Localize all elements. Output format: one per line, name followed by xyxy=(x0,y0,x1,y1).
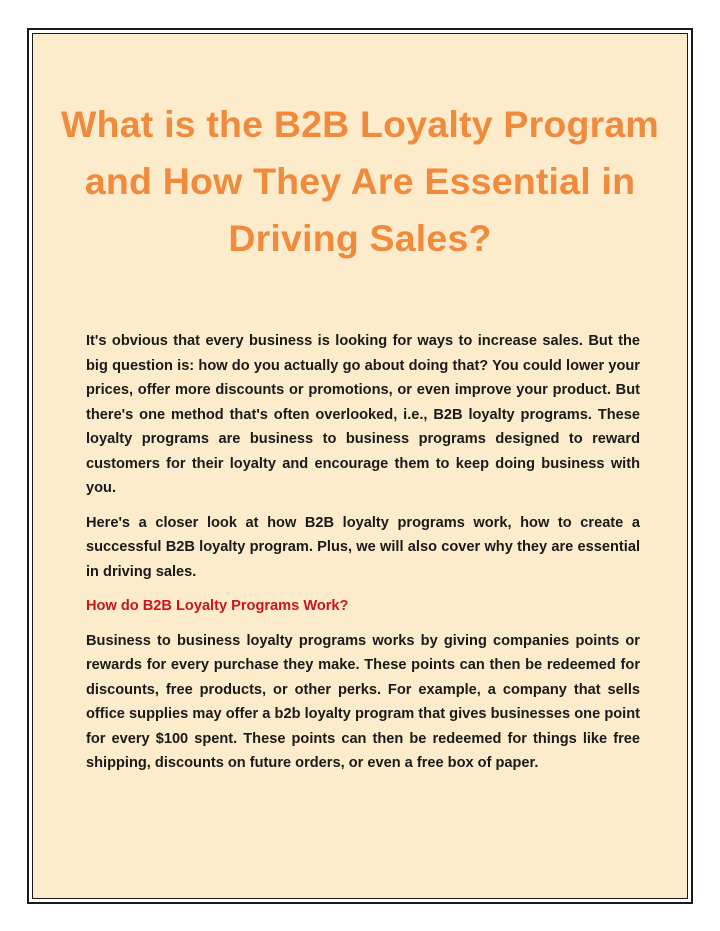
section-heading: How do B2B Loyalty Programs Work? xyxy=(86,598,349,614)
section-paragraph: Business to business loyalty programs works by giving companies points or rewards for every purchase they make. These points can then be redeemed for discounts, free products, or other perks. For example, a company that sells office supplies may offer a b2b loyalty program that gives businesses one point for every $100 spent. These points can then be redeemed for things like free shipping, discounts on future orders, or even a free box of paper. xyxy=(86,632,640,771)
second-paragraph: Here's a closer look at how B2B loyalty programs work, how to create a successful B2B loyalty program. Plus, we will also cover why they are essential in driving sales. xyxy=(86,514,640,580)
document-title: What is the B2B Loyalty Program and How They Are Essential in Driving Sales? xyxy=(61,103,659,259)
document-page xyxy=(32,33,688,899)
document-body xyxy=(86,329,640,786)
intro-paragraph: It's obvious that every business is looking for ways to increase sales. But the big question is: how do you actually go about doing that? You could lower your prices, offer more discounts or promotions, or even improve your product. But there's one method that's often overlooked, i.e., B2B loyalty programs. These loyalty programs are business to business programs designed to reward customers for their loyalty and encourage them to keep doing business with you. xyxy=(86,333,640,496)
page-frame xyxy=(27,28,693,904)
